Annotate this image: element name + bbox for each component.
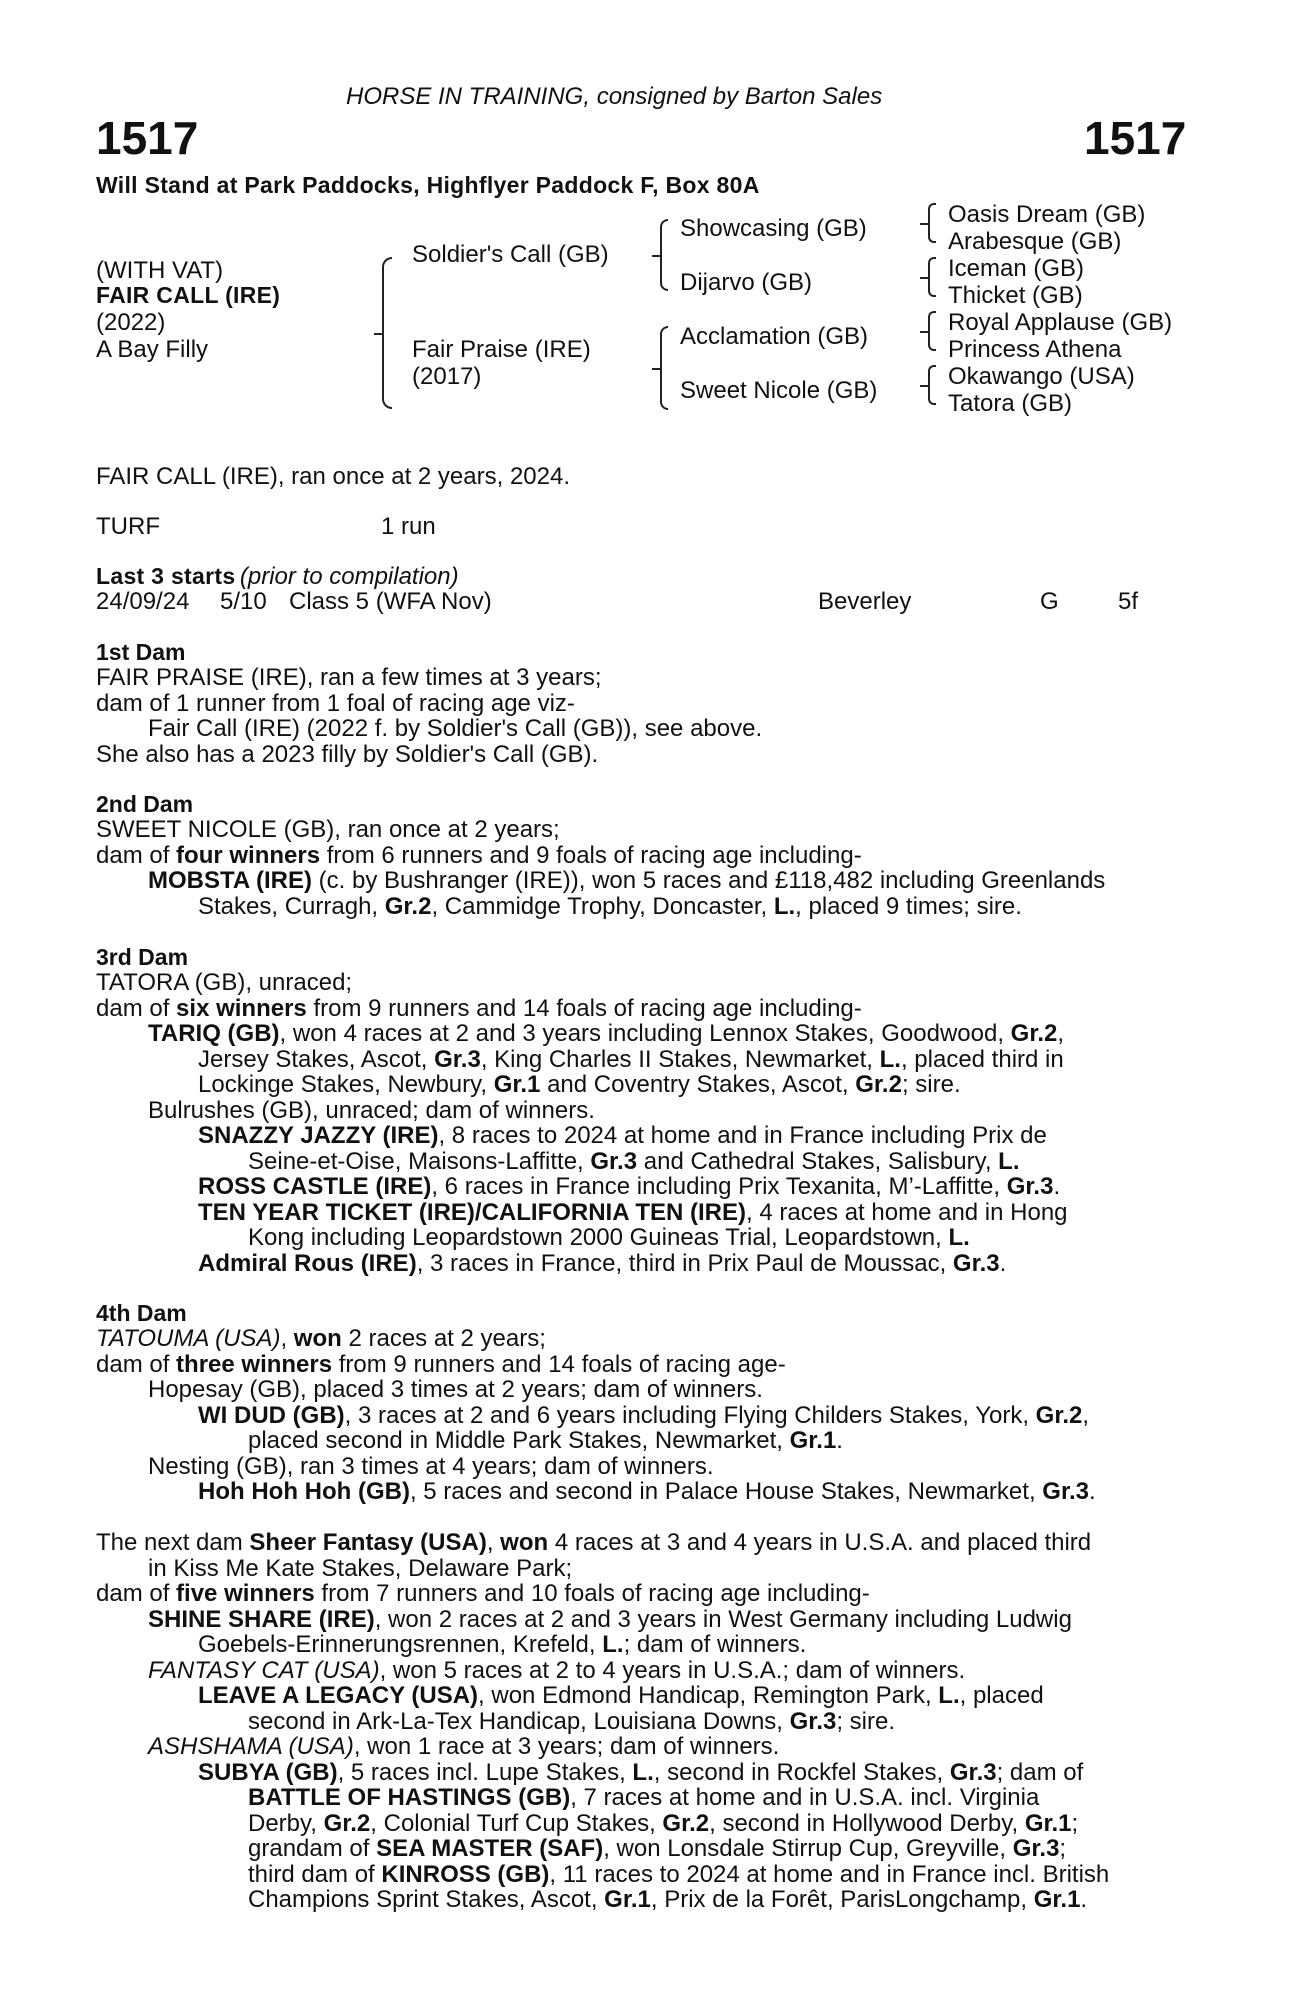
- pedigree-sdd: Thicket (GB): [948, 282, 1083, 309]
- first-dam-title: 1st Dam: [96, 639, 186, 665]
- produce-mobsta: MOBSTA (IRE) (c. by Bushranger (IRE)), won 5 races and £118,482 including Greenlands: [148, 867, 1106, 894]
- produce-mobsta-cont: Stakes, Curragh, Gr.2, Cammidge Trophy, Doncaster, L., placed 9 times; sire.: [198, 892, 1022, 920]
- pedigree-bracket-sd: [928, 257, 936, 297]
- third-dam-title: 3rd Dam: [96, 944, 189, 970]
- next-dam-line: in Kiss Me Kate Stakes, Delaware Park;: [148, 1554, 573, 1582]
- produce-battle-of-hastings: BATTLE OF HASTINGS (GB), 7 races at home and in U.S.A. incl. Virginia: [248, 1784, 1040, 1811]
- produce-ashshama: ASHSHAMA (USA), won 1 race at 3 years; dam of winners.: [148, 1733, 780, 1760]
- produce-subya: SUBYA (GB), 5 races incl. Lupe Stakes, L., second in Rockfel Stakes, Gr.3; dam of: [198, 1758, 1084, 1786]
- produce-ross-castle: ROSS CASTLE (IRE), 6 races in France including Prix Texanita, M’-Laffitte, Gr.3.: [198, 1173, 1061, 1200]
- first-dam-produce: Fair Call (IRE) (2022 f. by Soldier's Call (GB)), see above.: [148, 715, 763, 742]
- start-position: 5/10: [220, 588, 267, 615]
- second-dam-title: 2nd Dam: [96, 791, 194, 817]
- start-course: Beverley: [818, 588, 912, 615]
- pedigree-sire: Soldier's Call (GB): [412, 241, 609, 268]
- produce-nesting: Nesting (GB), ran 3 times at 4 years; dam of winners.: [148, 1452, 714, 1480]
- catalogue-subtitle: HORSE IN TRAINING, consigned by Barton Sales: [346, 83, 883, 110]
- produce-hoh-hoh-hoh: Hoh Hoh Hoh (GB), 5 races and second in Palace House Stakes, Newmarket, Gr.3.: [198, 1478, 1096, 1505]
- first-dam-section: [96, 640, 1206, 767]
- fourth-dam-line: TATOUMA (USA), won 2 races at 2 years;: [96, 1325, 546, 1352]
- start-distance: 5f: [1118, 588, 1139, 615]
- first-dam-line: FAIR PRAISE (IRE), ran a few times at 3 years;: [96, 664, 602, 691]
- produce-tariq-cont: Jersey Stakes, Ascot, Gr.3, King Charles II Stakes, Newmarket, L., placed third in: [198, 1045, 1064, 1073]
- third-dam-line: dam of six winners from 9 runners and 14 foals of racing age including-: [96, 994, 862, 1022]
- pedigree-sss: Oasis Dream (GB): [948, 201, 1146, 228]
- second-dam-line: dam of four winners from 6 runners and 9 foals of racing age including-: [96, 841, 862, 869]
- vat-note: (WITH VAT): [96, 257, 224, 284]
- produce-snazzy: SNAZZY JAZZY (IRE), 8 races to 2024 at home and in France including Prix de: [198, 1122, 1047, 1149]
- pedigree-dsd: Princess Athena: [948, 336, 1122, 363]
- produce-battle-of-hastings-cont: Derby, Gr.2, Colonial Turf Cup Stakes, Gr.2, second in Hollywood Derby, Gr.1;: [248, 1809, 1079, 1837]
- start-going: G: [1040, 588, 1059, 615]
- horse-description: A Bay Filly: [96, 336, 209, 363]
- pedigree-bracket-sire: [660, 219, 668, 291]
- pedigree-bracket-dd: [928, 365, 936, 405]
- produce-tariq: TARIQ (GB), won 4 races at 2 and 3 years including Lennox Stakes, Goodwood, Gr.2,: [148, 1020, 1065, 1047]
- lot-number-right: 1517: [1084, 112, 1187, 164]
- produce-wi-dud-cont: placed second in Middle Park Stakes, Newmarket, Gr.1.: [248, 1427, 843, 1454]
- produce-ten-year-ticket: TEN YEAR TICKET (IRE)/CALIFORNIA TEN (IRE), 4 races at home and in Hong: [198, 1198, 1068, 1226]
- produce-shine-share-cont: Goebels-Erinnerungsrennen, Krefeld, L.; dam of winners.: [198, 1631, 807, 1658]
- produce-leave-a-legacy: LEAVE A LEGACY (USA), won Edmond Handicap, Remington Park, L., placed: [198, 1682, 1044, 1709]
- horse-year: (2022): [96, 309, 166, 336]
- first-dam-line: She also has a 2023 filly by Soldier's Call (GB).: [96, 740, 599, 768]
- produce-shine-share: SHINE SHARE (IRE), won 2 races at 2 and 3 years in West Germany including Ludwig: [148, 1605, 1072, 1633]
- record-surface: TURF: [96, 513, 160, 540]
- second-dam-line: SWEET NICOLE (GB), ran once at 2 years;: [96, 816, 560, 843]
- produce-bulrushes: Bulrushes (GB), unraced; dam of winners.: [148, 1096, 595, 1124]
- second-dam-section: [96, 792, 1206, 919]
- last-starts-heading: [96, 564, 459, 589]
- start-date: 24/09/24: [96, 588, 190, 615]
- pedigree-bracket-ds: [928, 311, 936, 351]
- pedigree-bracket-ss: [928, 203, 936, 243]
- fourth-dam-section: [96, 1301, 1206, 1505]
- pedigree-ssd: Arabesque (GB): [948, 228, 1122, 255]
- produce-kinross-cont: Champions Sprint Stakes, Ascot, Gr.1, Prix de la Forêt, ParisLongchamp, Gr.1.: [248, 1886, 1088, 1913]
- pedigree-dam-year: (2017): [412, 363, 482, 390]
- produce-sea-master: grandam of SEA MASTER (SAF), won Lonsdale Stirrup Cup, Greyville, Gr.3;: [248, 1835, 1067, 1862]
- next-dam-line: The next dam Sheer Fantasy (USA), won 4 races at 3 and 4 years in U.S.A. and placed third: [96, 1529, 1092, 1556]
- third-dam-section: [96, 945, 1206, 1276]
- fourth-dam-line: dam of three winners from 9 runners and 14 foals of racing age-: [96, 1350, 786, 1378]
- pedigree-sd: Dijarvo (GB): [680, 269, 813, 296]
- produce-admiral-rous: Admiral Rous (IRE), 3 races in France, third in Prix Paul de Moussac, Gr.3.: [198, 1249, 1007, 1277]
- last-starts-title: Last 3 starts: [96, 563, 236, 589]
- pedigree-dds: Okawango (USA): [948, 363, 1135, 390]
- produce-fantasy-cat: FANTASY CAT (USA), won 5 races at 2 to 4 years in U.S.A.; dam of winners.: [148, 1656, 966, 1684]
- next-dam-section: [96, 1530, 1206, 1913]
- third-dam-line: TATORA (GB), unraced;: [96, 969, 353, 996]
- next-dam-line: dam of five winners from 7 runners and 10 foals of racing age including-: [96, 1580, 870, 1607]
- produce-ten-year-ticket-cont: Kong including Leopardstown 2000 Guineas Trial, Leopardstown, L.: [248, 1224, 970, 1251]
- fourth-dam-title: 4th Dam: [96, 1300, 187, 1326]
- pedigree-dam: Fair Praise (IRE): [412, 336, 591, 363]
- record-runs: 1 run: [381, 513, 436, 540]
- produce-hopesay: Hopesay (GB), placed 3 times at 2 years; dam of winners.: [148, 1376, 763, 1403]
- produce-tariq-cont: Lockinge Stakes, Newbury, Gr.1 and Coventry Stakes, Ascot, Gr.2; sire.: [198, 1071, 961, 1098]
- pedigree-dd: Sweet Nicole (GB): [680, 377, 878, 404]
- lot-number-left: 1517: [96, 112, 199, 164]
- pedigree-sds: Iceman (GB): [948, 255, 1085, 282]
- produce-wi-dud: WI DUD (GB), 3 races at 2 and 6 years including Flying Childers Stakes, York, Gr.2,: [198, 1401, 1090, 1429]
- pedigree-bracket-main: [382, 257, 392, 409]
- start-class: Class 5 (WFA Nov): [289, 588, 492, 615]
- first-dam-line: dam of 1 runner from 1 foal of racing age viz-: [96, 689, 575, 717]
- pedigree-ss: Showcasing (GB): [680, 215, 867, 242]
- pedigree-dss: Royal Applause (GB): [948, 309, 1173, 336]
- race-summary: FAIR CALL (IRE), ran once at 2 years, 2024.: [96, 463, 570, 490]
- stabling-location: Will Stand at Park Paddocks, Highflyer Paddock F, Box 80A: [96, 172, 760, 198]
- pedigree-ddd: Tatora (GB): [948, 390, 1073, 417]
- produce-kinross: third dam of KINROSS (GB), 11 races to 2024 at home and in France incl. British: [248, 1860, 1110, 1888]
- pedigree-bracket-dam: [660, 326, 668, 410]
- pedigree-ds: Acclamation (GB): [680, 323, 869, 350]
- last-starts-note: (prior to compilation): [239, 563, 459, 590]
- horse-name: FAIR CALL (IRE): [96, 282, 281, 308]
- produce-leave-a-legacy-cont: second in Ark-La-Tex Handicap, Louisiana Downs, Gr.3; sire.: [248, 1707, 896, 1735]
- produce-snazzy-cont: Seine-et-Oise, Maisons-Laffitte, Gr.3 and Cathedral Stakes, Salisbury, L.: [248, 1147, 1020, 1175]
